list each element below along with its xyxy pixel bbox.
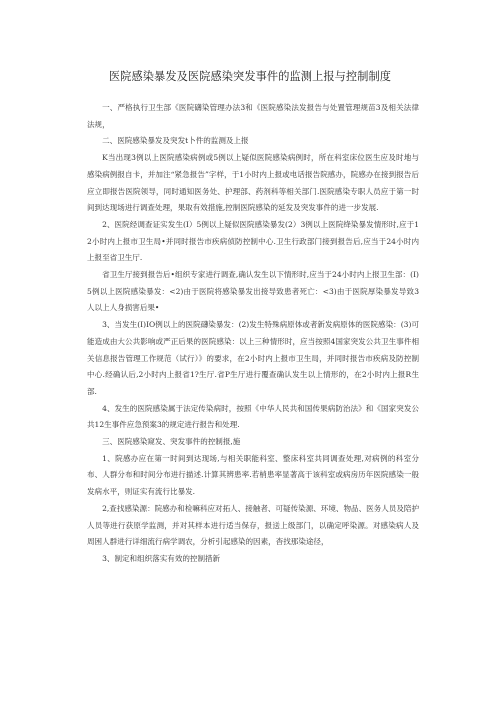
paragraph-3: K当出现3例以上医院感染病例或5例以上疑似医院感染病例时，所在科室床位医生应及时地与感染病例报自卡，并加注“紧急报告”字样，于1小时内上报或电话报告院感办，院感办在接到报告后应立即报告医院领导，同时通知医务处、护理部、药剂科等相关部门.医院感染专职人员应于第一时间到达现场进行调查处理，果取有效措施,控制医院感染的延发及突发事件的进一步发展. — [87, 153, 419, 213]
paragraph-5: 省卫生厅接到报告后•组织专家进行调查,确认发生以下情形时,应当于24小时内上报卫生部：(I)5例以上医院感染暴发：<2)由于医院将感染暴发出接导致患者死亡：<3)由于医院厚染暴发导致3人以上人身损害后果• — [87, 270, 419, 313]
document-body — [87, 100, 419, 568]
paragraph-7: 4、发生的医院感染属于法定传染病时，按照《中华人民共和国传果病防治法》和《国家突发公共12生事件应急预案3的规定进行报告和处理. — [87, 403, 419, 430]
paragraph-11: 3、制定和组织落实有效的控制措新 — [102, 553, 221, 563]
paragraph-8: 三、医院感染窥发、突发事件的控制报,施 — [102, 437, 241, 447]
paragraph-4: 2、医院经调查证实发生(I）5例以上疑似医院感染暴发(2）3例以上医院绛染暴发情形时,应于12小时内上报市卫生局•并同时报告市疾病侦防控制中心.卫生行政部门接到报告后,应当于24小时内上报至省卫生厅. — [87, 219, 419, 263]
paragraph-10: 2,查找感染源：院感办和检嘛科应对拓人、接触者、可疑传染源、环境、物品、医务人员及陪护人员等进行获原学监测，并对其样本进行适当保存，报送上级部门，以确定呼染源。对感染病人及周困人群进行详细流行病学调农，分析引起感染的因素，杳找那染途径， — [87, 503, 419, 547]
paragraph-6: 3、当发生(I)IO例以上的医院礴染暴发：(2)发生特殊病原体或者新发病原体的医院感染：(3)可能造成由大公共影响或严正后果的医院感染：以上三种情形时，应当按照4国家突发公共卫生事件相关信息报告管理工作规范（试行）》的要求，在2小时内上报市卫生局，并同时报告市疾病及防控制中心.经确认后,2小时内上报省1?生厅.省P生厅进行覆查确认发生以上情形的，在2小时内上报R生部. — [87, 320, 419, 396]
paragraph-9: 1、院感办应在第一时间到达现场,与相关职能科室、整床科室共同调查处理,对病例的科室分布、人群分布和时间分布进行描述.计算其辨患率.若梢患率显著高于该科室或病房历年医院感染一般发病水平，则证实有流行比暴发. — [87, 453, 419, 497]
document-title: 医院感染暴发及医院感染突发事件的监测上报与控制制度 — [108, 70, 392, 83]
paragraph-2: 二、医院感染暴发及突发t卜件的监测及上报 — [102, 136, 249, 146]
paragraph-1: 一、严格执行卫生部《医院礴染管理办法3和《医院感染法发报告与处置管理规苗3及相关法律法规， — [87, 103, 419, 129]
